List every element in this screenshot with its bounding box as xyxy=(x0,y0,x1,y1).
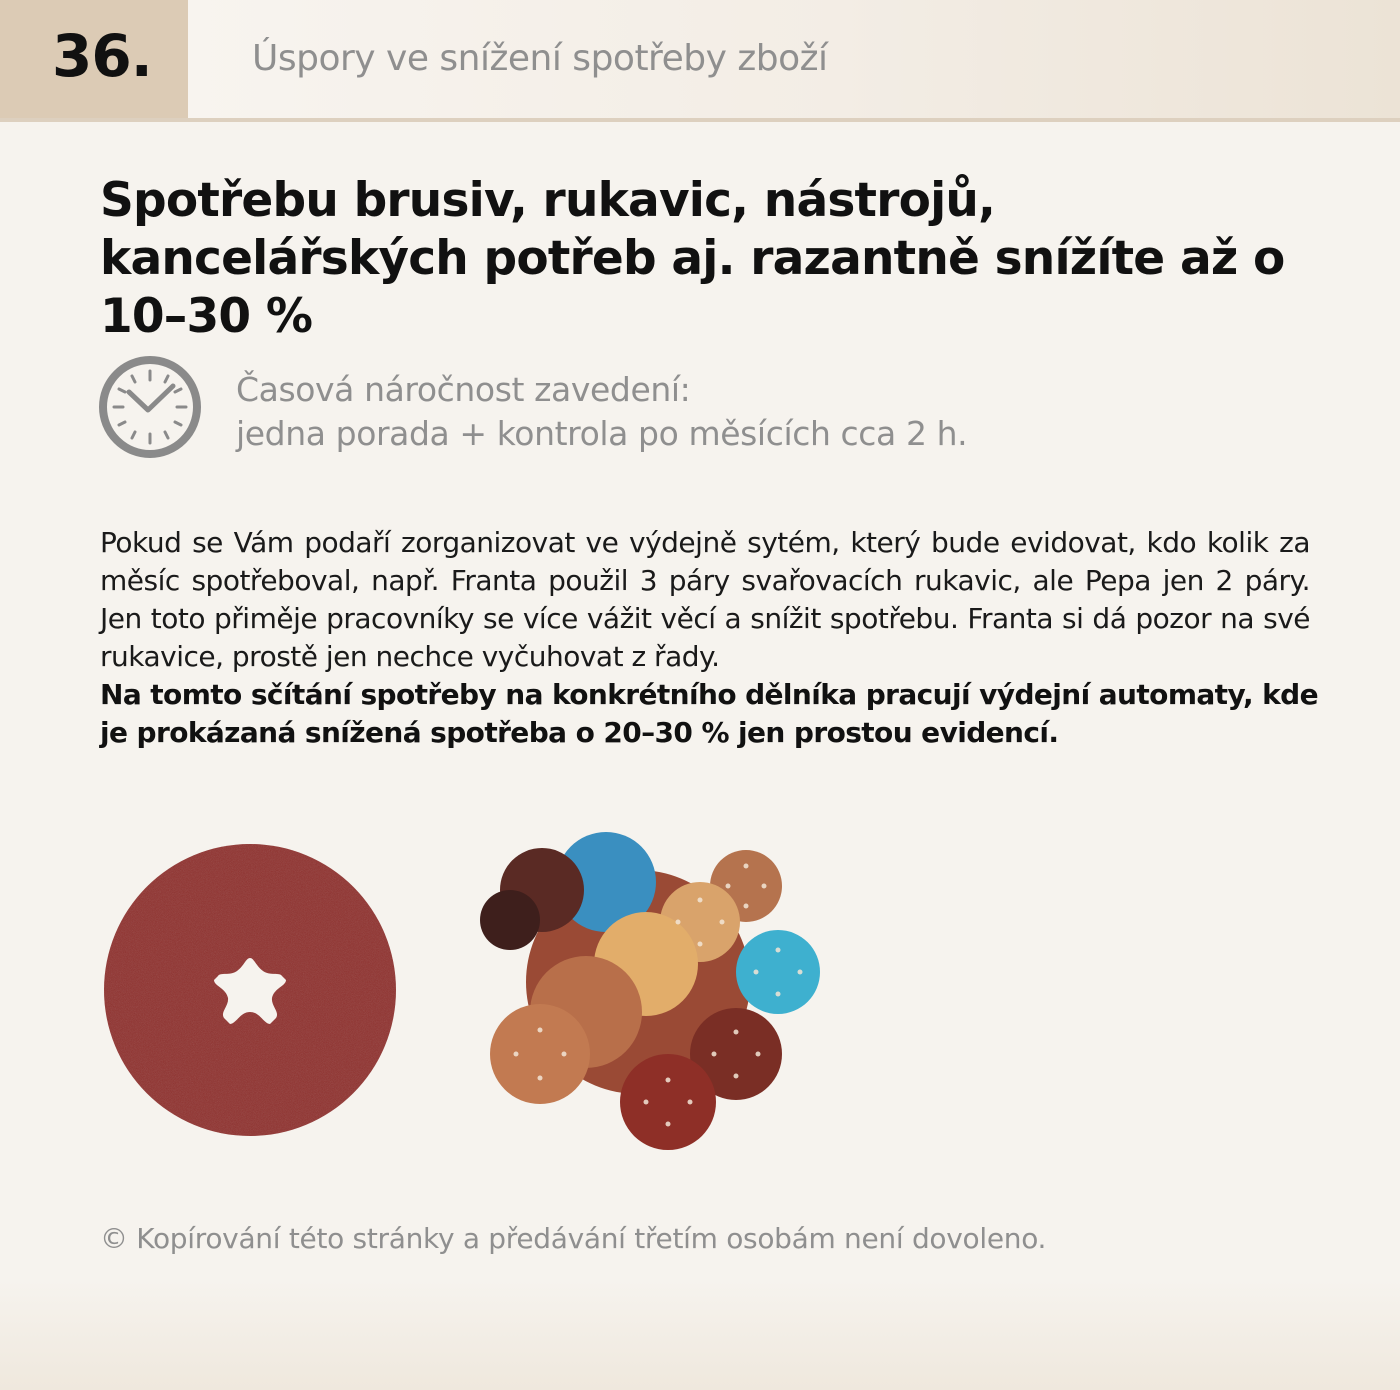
page-header xyxy=(0,0,1400,122)
clock-icon xyxy=(97,354,203,460)
header-title: Úspory ve snížení spotřeby zboží xyxy=(252,38,828,79)
body-bold-paragraph: Na tomto sčítání spotřeby na konkrétního dělníka pracují výdejní automaty, kde je prokázaná snížená spotřeba o 20–30 % jen prostou evidencí. xyxy=(100,678,1318,749)
main-title: Spotřebu brusiv, rukavic, nástrojů, kancelářských potřeb aj. razantně snížíte až o 10–30 % xyxy=(100,173,1285,344)
page-number: 36. xyxy=(52,22,152,90)
footer-band xyxy=(0,1280,1400,1390)
page-number-box xyxy=(0,0,188,118)
body-paragraph: Pokud se Vám podaří zorganizovat ve výdejně sytém, který bude evidovat, kdo kolik za měsíc spotřeboval, např. Franta použil 3 páry svařovacích rukavic, ale Pepa jen 2 páry. Jen toto přiměje pracovníky se více vážit věcí a snížit spotřebu. Franta si dá pozor na své rukavice, prostě jen nechce vyčuhovat z řady. xyxy=(100,526,1310,673)
fiber-disc-image xyxy=(100,840,400,1140)
time-requirement xyxy=(236,368,967,456)
time-requirement-label: Časová náročnost zavedení: xyxy=(236,370,691,409)
copyright-notice: © Kopírování této stránky a předávání třetím osobám není dovoleno. xyxy=(100,1222,1047,1255)
sanding-discs-image xyxy=(478,824,828,1154)
time-requirement-value: jedna porada + kontrola po měsících cca 2 h. xyxy=(236,414,968,453)
